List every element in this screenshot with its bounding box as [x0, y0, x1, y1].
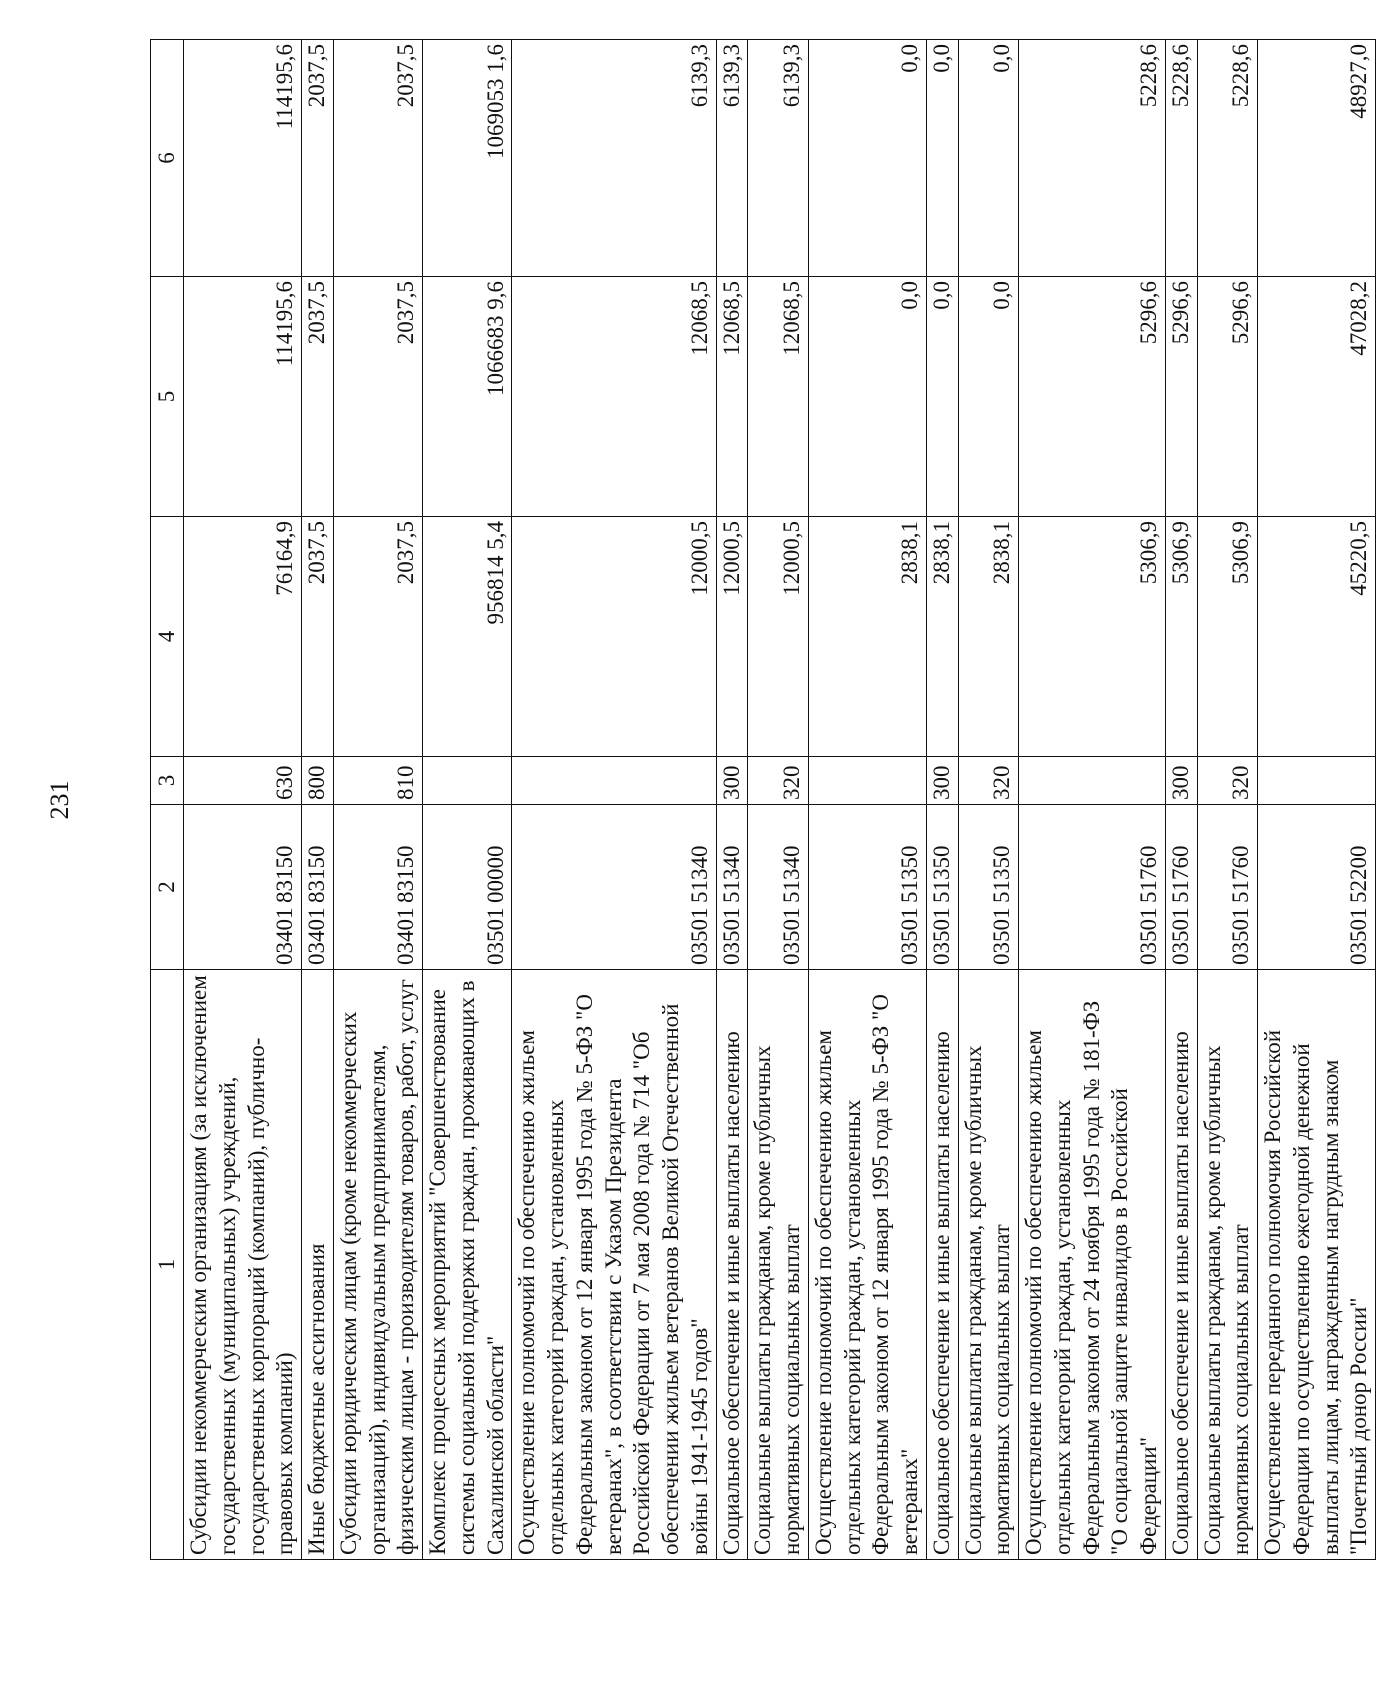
row-expense-type: 810 — [333, 757, 422, 805]
amount-v4: 12000,5 — [748, 517, 809, 757]
row-item-name: Осуществление переданного полномочия Российской Федерации по осуществлению ежегодной денежной выплаты лицам, награжденным нагрудным знаком "Почетный донор России" — [1258, 970, 1376, 1560]
rotated-document-sheet — [45, 40, 1372, 1560]
row-expense-type: 320 — [958, 757, 1019, 805]
amount-v6: 1069053 1,6 — [423, 40, 512, 277]
amount-v4: 2838,1 — [926, 517, 958, 757]
program-code: 03501 — [897, 907, 922, 965]
amount-v4: 12000,5 — [716, 517, 748, 757]
row-target-code — [1258, 805, 1376, 970]
amount-v6: 0,0 — [808, 40, 926, 277]
row-target-code — [1165, 805, 1197, 970]
direction-code: 51340 — [779, 845, 804, 903]
amount-v6: 5228,6 — [1019, 40, 1166, 277]
amount-v5: 0,0 — [926, 277, 958, 517]
row-expense-type: 320 — [1197, 757, 1258, 805]
table-row — [1258, 40, 1376, 1560]
table-row — [184, 40, 302, 1560]
row-expense-type — [512, 757, 716, 805]
row-item-name: Иные бюджетные ассигнования — [302, 970, 334, 1560]
direction-code: 51760 — [1228, 845, 1254, 903]
amount-v4: 2037,5 — [333, 517, 422, 757]
direction-code: 51340 — [686, 845, 712, 903]
direction-code: 51760 — [1167, 845, 1193, 903]
row-item-name: Субсидии некоммерческим организациям (за исключением государственных (муниципальных) учреждений, государственных корпораций (компаний), публично-правовых компаний) — [184, 970, 302, 1560]
amount-v4: 45220,5 — [1258, 517, 1376, 757]
row-expense-type: 300 — [926, 757, 958, 805]
table-row — [958, 40, 1019, 1560]
amount-v4: 2838,1 — [958, 517, 1019, 757]
amount-v6: 2037,5 — [302, 40, 334, 277]
program-code: 03501 — [686, 907, 712, 965]
row-target-code — [1197, 805, 1258, 970]
amount-v5: 47028,2 — [1258, 277, 1376, 517]
column-header: 1 — [151, 970, 184, 1560]
amount-v6: 6139,3 — [512, 40, 716, 277]
table-row — [512, 40, 716, 1560]
direction-code: 51350 — [928, 845, 954, 903]
row-target-code — [423, 805, 512, 970]
row-target-code — [716, 805, 748, 970]
table-row — [926, 40, 958, 1560]
amount-v5: 12068,5 — [512, 277, 716, 517]
row-expense-type: 300 — [1165, 757, 1197, 805]
direction-code: 52200 — [1346, 845, 1372, 903]
amount-v6: 6139,3 — [716, 40, 748, 277]
table-row — [1165, 40, 1197, 1560]
row-expense-type: 630 — [184, 757, 302, 805]
table-body — [184, 40, 1376, 1560]
row-expense-type — [1019, 757, 1166, 805]
table-row — [1197, 40, 1258, 1560]
row-expense-type: 320 — [748, 757, 809, 805]
column-header: 6 — [151, 40, 184, 277]
row-target-code — [808, 805, 926, 970]
row-item-name: Социальные выплаты гражданам, кроме публичных нормативных социальных выплат — [1197, 970, 1258, 1560]
table-header-row — [151, 40, 184, 1560]
row-item-name: Социальное обеспечение и иные выплаты населению — [1165, 970, 1197, 1560]
amount-v5: 0,0 — [808, 277, 926, 517]
direction-code: 83150 — [304, 845, 329, 903]
row-item-name: Осуществление полномочий по обеспечению жильем отдельных категорий граждан, установленных Федеральным законом от 12 января 1995 года № 5-ФЗ "О ветеранах", в соответствии с Указом Президента Российской Федерации от 7 мая 2008 года № 714 "Об обеспечении жильем ветеранов Великой Отечественной войны 1941-1945 годов" — [512, 970, 716, 1560]
direction-code: 83150 — [393, 845, 419, 903]
amount-v5: 12068,5 — [716, 277, 748, 517]
amount-v6: 48927,0 — [1258, 40, 1376, 277]
program-code: 03501 — [928, 907, 954, 965]
amount-v5: 5296,6 — [1197, 277, 1258, 517]
direction-code: 51760 — [1136, 845, 1161, 903]
amount-v4: 76164,9 — [184, 517, 302, 757]
program-code: 03501 — [1167, 907, 1193, 965]
row-item-name: Социальные выплаты гражданам, кроме публичных нормативных социальных выплат — [748, 970, 809, 1560]
table-row — [333, 40, 422, 1560]
table-row — [748, 40, 809, 1560]
row-target-code — [302, 805, 334, 970]
row-target-code — [748, 805, 809, 970]
direction-code: 51340 — [718, 845, 744, 903]
program-code: 03401 — [272, 907, 298, 965]
row-expense-type — [1258, 757, 1376, 805]
page-number: 231 — [45, 780, 74, 820]
amount-v5: 5296,6 — [1165, 277, 1197, 517]
column-header: 4 — [151, 517, 184, 757]
row-item-name: Осуществление полномочий по обеспечению жильем отдельных категорий граждан, установленных Федеральным законом от 12 января 1995 года № 5-ФЗ "О ветеранах" — [808, 970, 926, 1560]
amount-v4: 956814 5,4 — [423, 517, 512, 757]
amount-v5: 5296,6 — [1019, 277, 1166, 517]
program-code: 03401 — [304, 907, 329, 965]
row-target-code — [958, 805, 1019, 970]
row-target-code — [1019, 805, 1166, 970]
amount-v5: 114195,6 — [184, 277, 302, 517]
amount-v4: 5306,9 — [1197, 517, 1258, 757]
amount-v6: 114195,6 — [184, 40, 302, 277]
column-header: 3 — [151, 757, 184, 805]
amount-v5: 12068,5 — [748, 277, 809, 517]
budget-table — [150, 39, 1376, 1560]
row-target-code — [926, 805, 958, 970]
direction-code: 00000 — [482, 845, 508, 903]
row-expense-type — [423, 757, 512, 805]
column-header: 2 — [151, 805, 184, 970]
program-code: 03501 — [779, 907, 804, 965]
row-expense-type: 800 — [302, 757, 334, 805]
row-expense-type — [808, 757, 926, 805]
program-code: 03501 — [1136, 907, 1161, 965]
row-target-code — [184, 805, 302, 970]
direction-code: 51350 — [897, 845, 922, 903]
amount-v5: 1066683 9,6 — [423, 277, 512, 517]
table-row — [302, 40, 334, 1560]
row-item-name: Социальные выплаты гражданам, кроме публичных нормативных социальных выплат — [958, 970, 1019, 1560]
amount-v6: 5228,6 — [1197, 40, 1258, 277]
direction-code: 83150 — [272, 845, 298, 903]
program-code: 03501 — [482, 907, 508, 965]
direction-code: 51350 — [989, 845, 1015, 903]
table-row — [716, 40, 748, 1560]
row-target-code — [333, 805, 422, 970]
amount-v4: 5306,9 — [1019, 517, 1166, 757]
program-code: 03401 — [393, 907, 419, 965]
amount-v6: 6139,3 — [748, 40, 809, 277]
amount-v4: 12000,5 — [512, 517, 716, 757]
column-header: 5 — [151, 277, 184, 517]
amount-v4: 2037,5 — [302, 517, 334, 757]
row-target-code — [512, 805, 716, 970]
table-row — [1019, 40, 1166, 1560]
program-code: 03501 — [1228, 907, 1254, 965]
row-item-name: Комплекс процессных мероприятий "Совершенствование системы социальной поддержки граждан, проживающих в Сахалинской области" — [423, 970, 512, 1560]
amount-v5: 2037,5 — [333, 277, 422, 517]
row-item-name: Субсидии юридическим лицам (кроме некоммерческих организаций), индивидуальным предпринимателям, физическим лицам - производителям товаров, работ, услуг — [333, 970, 422, 1560]
amount-v6: 0,0 — [958, 40, 1019, 277]
amount-v5: 2037,5 — [302, 277, 334, 517]
amount-v4: 5306,9 — [1165, 517, 1197, 757]
program-code: 03501 — [989, 907, 1015, 965]
row-item-name: Социальное обеспечение и иные выплаты населению — [926, 970, 958, 1560]
table-row — [423, 40, 512, 1560]
program-code: 03501 — [718, 907, 744, 965]
amount-v6: 2037,5 — [333, 40, 422, 277]
amount-v5: 0,0 — [958, 277, 1019, 517]
amount-v6: 5228,6 — [1165, 40, 1197, 277]
row-item-name: Социальное обеспечение и иные выплаты населению — [716, 970, 748, 1560]
table-row — [808, 40, 926, 1560]
amount-v4: 2838,1 — [808, 517, 926, 757]
row-expense-type: 300 — [716, 757, 748, 805]
amount-v6: 0,0 — [926, 40, 958, 277]
row-item-name: Осуществление полномочий по обеспечению жильем отдельных категорий граждан, установленных Федеральным законом от 24 ноября 1995 года № 181-ФЗ "О социальной защите инвалидов в Российской Федерации" — [1019, 970, 1166, 1560]
program-code: 03501 — [1346, 907, 1372, 965]
